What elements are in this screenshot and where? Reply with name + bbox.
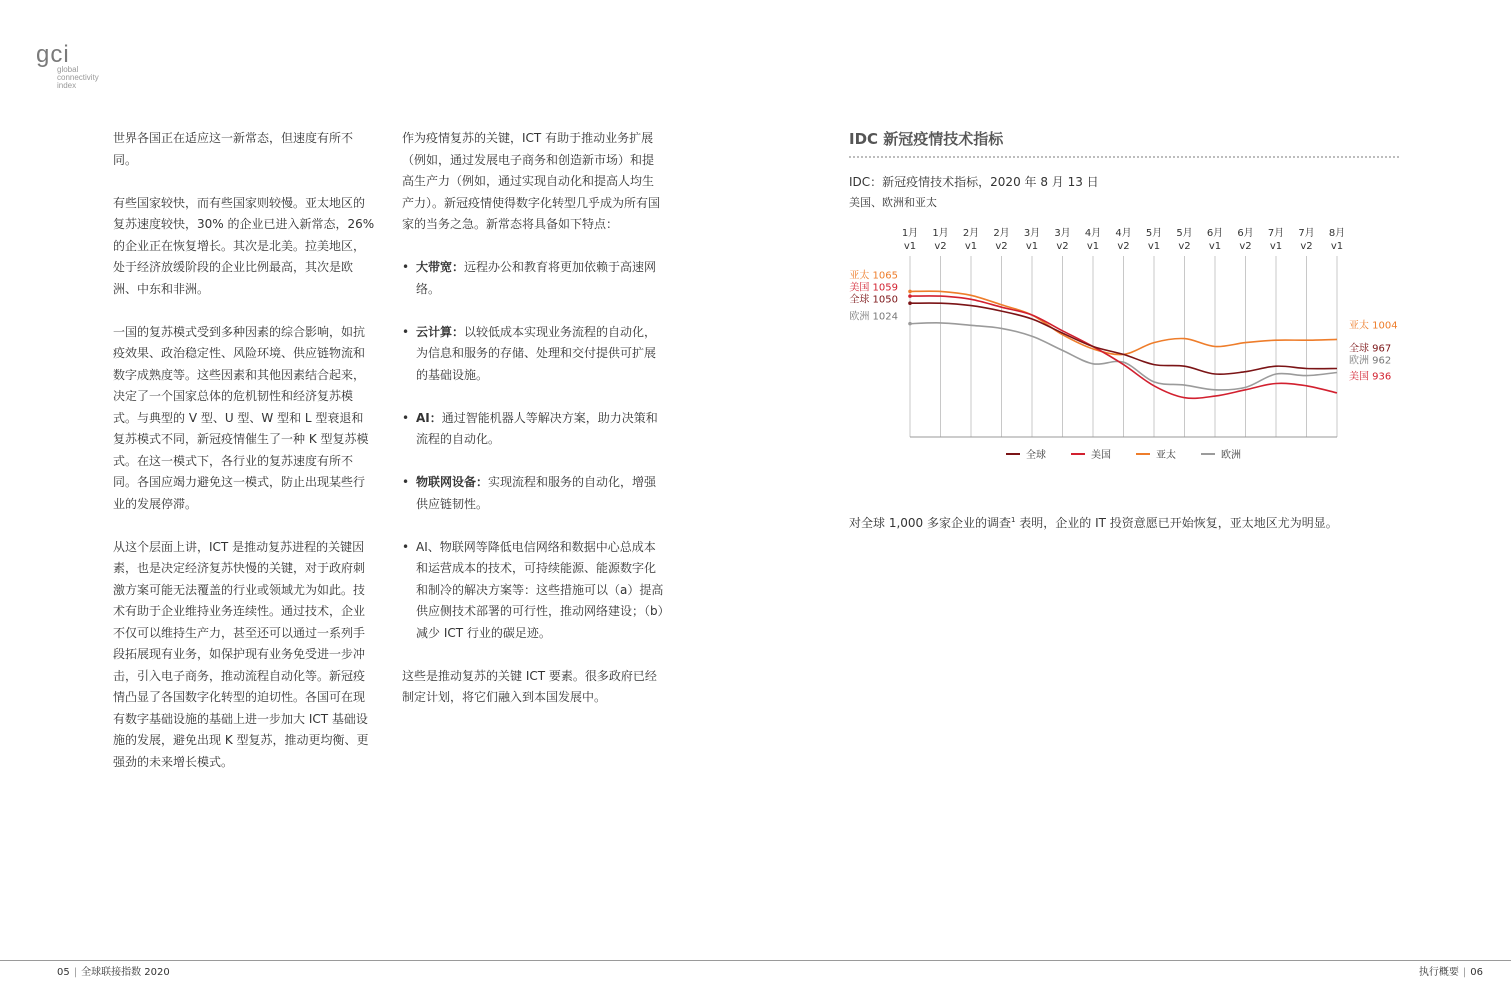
x-tick-label-month: 1月 xyxy=(932,228,949,239)
footnote-ref: 1 xyxy=(1010,516,1016,524)
x-tick-label-version: v1 xyxy=(1086,241,1100,252)
paragraph: 作为疫情复苏的关键，ICT 有助于推动业务扩展（例如，通过发展电子商务和创造新市场）和提高生产力（例如，通过实现自动化和提高人均生产力）。新冠疫情使得数字化转型几乎成为所有国家的当务之急。新常态将具备如下特点： xyxy=(402,131,661,231)
x-tick-label-version: v2 xyxy=(1117,241,1130,252)
logo-sub-line: global xyxy=(57,65,79,74)
x-tick-label-version: v1 xyxy=(1330,241,1344,252)
bullet-item xyxy=(402,472,664,515)
footer-section-title: 执行概要 xyxy=(1418,967,1459,978)
x-tick-label-month: 1月 xyxy=(901,228,919,239)
x-tick-label-version: v2 xyxy=(1056,241,1069,252)
x-tick-label-month: 4月 xyxy=(1084,228,1102,239)
x-tick-label-month: 2月 xyxy=(962,228,980,239)
bullet-text: 远程办公和教育将更加依赖于高速网络。 xyxy=(416,260,657,296)
x-tick-label-version: v2 xyxy=(1300,241,1313,252)
bullet-text: 通过智能机器人等解决方案，助力决策和流程的自动化。 xyxy=(416,410,658,446)
legend-label: 亚太 xyxy=(1156,450,1176,461)
series-start-label: 欧洲 1024 xyxy=(849,311,898,323)
x-tick-label-month: 5月 xyxy=(1176,228,1193,239)
x-tick-label-version: v1 xyxy=(903,241,917,252)
dotted-divider xyxy=(849,156,1399,158)
x-tick-label-month: 4月 xyxy=(1115,228,1132,239)
series-start-dot xyxy=(908,294,912,298)
footer-separator: | xyxy=(73,967,78,978)
series-start-label: 全球 1050 xyxy=(849,294,898,306)
legend-label: 美国 xyxy=(1091,450,1111,461)
chart-note-suffix: 表明，企业的 IT 投资意愿已开始恢复，亚太地区尤为明显。 xyxy=(1019,516,1338,530)
bullet-dot: • xyxy=(402,324,410,339)
chart-subtitle-regions: 美国、欧洲和亚太 xyxy=(849,196,937,209)
bullet-term: 云计算： xyxy=(416,324,465,339)
footer-separator: | xyxy=(1462,967,1467,978)
x-tick-label-version: v1 xyxy=(964,241,978,252)
logo-sub-line: connectivity xyxy=(57,73,99,82)
logo-mark: gci xyxy=(36,41,70,68)
bullet-text: 实现流程和服务的自动化，增强供应链韧性。 xyxy=(416,475,657,511)
paragraph: 一国的复苏模式受到多种因素的综合影响，如抗疫效果、政治稳定性、风险环境、供应链物流和数字成熟度等。这些因素和其他因素结合起来，决定了一个国家总体的危机韧性和经济复苏模式。与典型的 V 型、U 型、W 型和 L 型衰退和复苏模式不同，新冠疫情催生了一种 K 型复苏模式。在这一模式下，各行业的复苏速度有所不同。各国应竭力避免这一模式，防止出现某些行业的发展停滞。 xyxy=(113,324,369,511)
paragraph: 有些国家较快，而有些国家则较慢。亚太地区的复苏速度较快，30% 的企业已进入新常态，26% 的企业正在恢复增长。其次是北美。拉美地区，处于经济放缓阶段的企业比例最高，其次是欧洲、中东和非洲。 xyxy=(113,195,375,296)
chart-note xyxy=(849,514,1338,531)
footer-right xyxy=(1419,963,1483,978)
series-start-label: 美国 1059 xyxy=(849,282,898,294)
bullet-dot: • xyxy=(402,475,410,489)
legend-label: 全球 xyxy=(1026,450,1046,461)
series-start-dot xyxy=(908,301,912,305)
legend-label: 欧洲 xyxy=(1221,450,1241,461)
x-tick-label-version: v1 xyxy=(1269,241,1283,252)
middle-column xyxy=(402,128,664,730)
series-start-dot xyxy=(908,322,912,326)
x-tick-label-version: v1 xyxy=(1147,241,1161,252)
bullet-term: 物联网设备： xyxy=(416,475,489,489)
x-tick-label-month: 3月 xyxy=(1054,228,1071,239)
x-tick-label-month: 7月 xyxy=(1298,228,1315,239)
x-tick-label-version: v2 xyxy=(1239,241,1252,252)
logo-subtitle xyxy=(57,66,99,90)
page-number-right: 06 xyxy=(1470,967,1483,978)
bullet-text: AI、物联网等降低电信网络和数据中心总成本和运营成本的技术，可持续能源、能源数字化和制冷的解决方案等：这些措施可以（a）提高供应侧技术部署的可行性，推动网络建设；（b）减少 ICT 行业的碳足迹。 xyxy=(416,539,664,640)
bullet-dot: • xyxy=(402,410,410,425)
bullet-item xyxy=(402,322,664,387)
series-end-label: 欧洲 962 xyxy=(1349,355,1392,367)
logo-sub-line: index xyxy=(57,81,77,90)
gci-logo xyxy=(36,41,116,94)
chart-section-title: IDC 新冠疫情技术指标 xyxy=(849,130,1004,148)
x-tick-label-month: 6月 xyxy=(1237,228,1254,239)
bullet-dot: • xyxy=(402,539,410,554)
bullet-dot: • xyxy=(402,260,410,274)
x-tick-label-month: 3月 xyxy=(1023,228,1041,239)
x-tick-label-month: 8月 xyxy=(1328,228,1346,239)
footer-left xyxy=(57,963,170,978)
left-column xyxy=(113,128,375,795)
bullet-term: AI： xyxy=(416,410,442,425)
x-tick-label-month: 7月 xyxy=(1267,228,1285,239)
series-start-label: 亚太 1065 xyxy=(849,270,898,282)
x-tick-label-version: v1 xyxy=(1025,241,1039,252)
series-end-label: 美国 936 xyxy=(1349,371,1392,383)
series-end-label: 全球 967 xyxy=(1349,343,1392,355)
paragraph: 世界各国正在适应这一新常态，但速度有所不同。 xyxy=(113,131,354,167)
series-start-dot xyxy=(908,290,912,294)
x-tick-label-version: v2 xyxy=(995,241,1008,252)
x-tick-label-month: 5月 xyxy=(1145,228,1163,239)
footer-doc-title: 全球联接指数 2020 xyxy=(81,967,170,978)
bullet-item xyxy=(402,257,664,300)
x-tick-label-version: v2 xyxy=(1178,241,1191,252)
bullet-item xyxy=(402,537,664,645)
series-end-label: 亚太 1004 xyxy=(1349,320,1398,332)
bullet-item xyxy=(402,408,664,451)
paragraph: 从这个层面上讲，ICT 是推动复苏进程的关键因素，也是决定经济复苏快慢的关键，对于政府刺激方案可能无法覆盖的行业或领域尤为如此。技术有助于企业维持业务连续性。通过技术，企业不仅可以维持生产力，甚至还可以通过一系列手段拓展现有业务，如保护现有业务免受进一步冲击，引入电子商务，推动流程自动化等。新冠疫情凸显了各国数字化转型的迫切性。各国可在现有数字基础设施的基础上进一步加大 ICT 基础设施的发展，避免出现 K 型复苏，推动更均衡、更强劲的未来增长模式。 xyxy=(113,539,369,769)
chart-note-prefix: 对全球 1,000 多家企业的调查 xyxy=(849,516,1011,530)
x-tick-label-version: v1 xyxy=(1208,241,1222,252)
paragraph: 这些是推动复苏的关键 ICT 要素。很多政府已经制定计划，将它们融入到本国发展中。 xyxy=(402,668,657,704)
x-tick-label-month: 6月 xyxy=(1206,228,1224,239)
line-chart xyxy=(840,220,1400,470)
x-tick-label-month: 2月 xyxy=(993,228,1010,239)
bullet-term: 大带宽： xyxy=(416,260,465,274)
x-tick-label-version: v2 xyxy=(934,241,947,252)
page-number-left: 05 xyxy=(57,967,70,978)
bullet-text: 以较低成本实现业务流程的自动化，为信息和服务的存储、处理和交付提供可扩展的基础设施。 xyxy=(416,324,657,382)
footer-divider xyxy=(0,960,1511,961)
chart-subtitle: IDC：新冠疫情技术指标，2020 年 8 月 13 日 xyxy=(849,175,1099,189)
